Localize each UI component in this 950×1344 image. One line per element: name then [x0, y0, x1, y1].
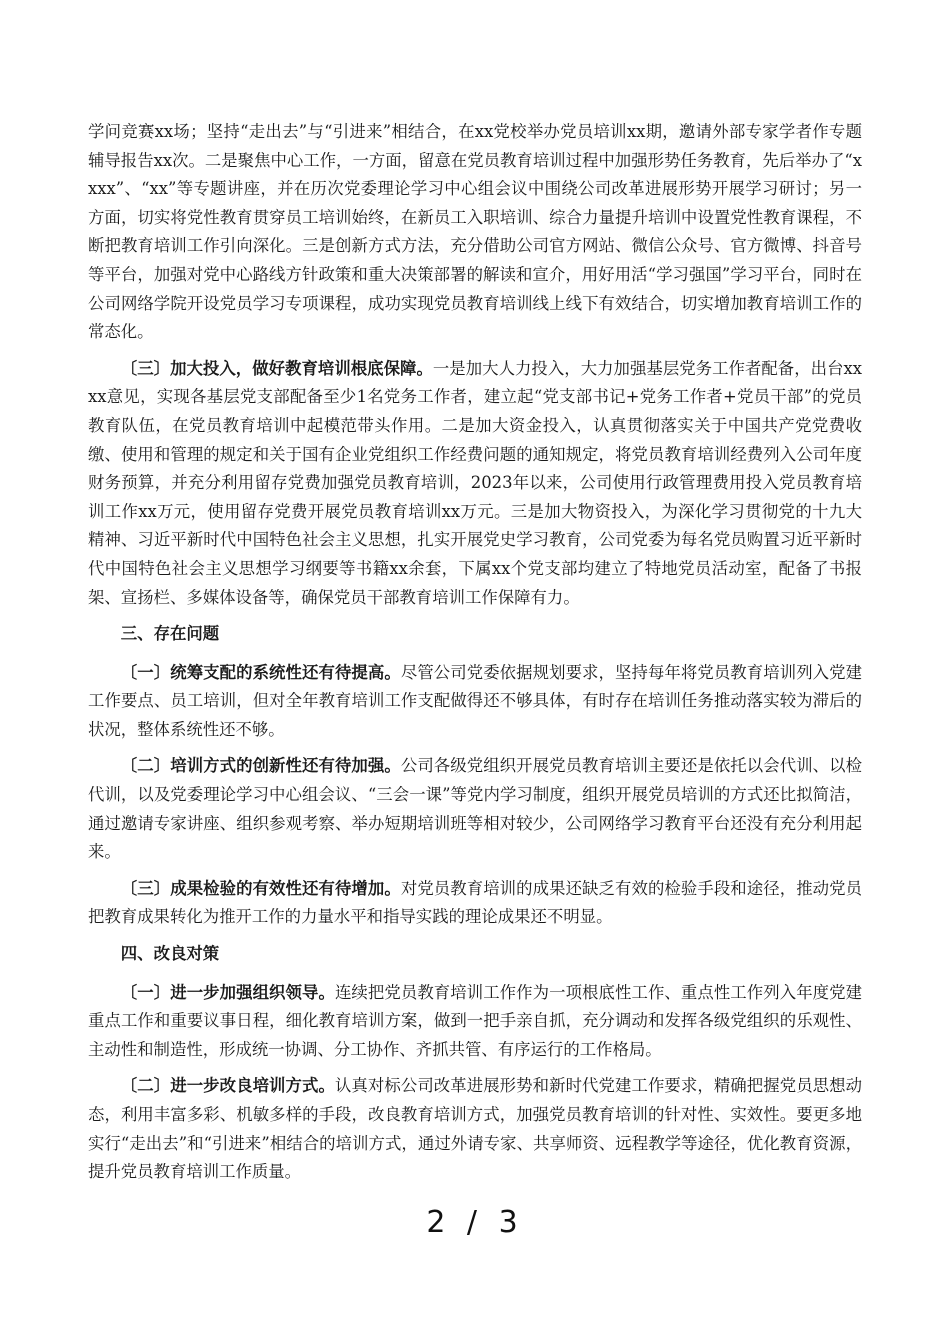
paragraph-measure-1 — [88, 979, 862, 1065]
document-body — [88, 118, 862, 1195]
paragraph-measure-1-heading: 〔一〕进一步加强组织领导。 — [120, 982, 335, 1002]
section-heading-problems: 三、存在问题 — [120, 624, 220, 644]
paragraph-problem-1-text: 尽管公司党委依据规划要求，坚持每年将党员教育培训列入党建工作要点、员工培训，但对全年教育培训工作支配做得还不够具体，有时存在培训任务推动落实较为滞后的状况，整体系统性还不够。 — [88, 662, 863, 739]
paragraph-investment-text: 一是加大人力投入，大力加强基层党务工作者配备，出台xxxx意见，实现各基层党支部配备至少1名党务工作者，建立起“党支部书记+党务工作者+党员干部”的党员教育队伍，在党员教育培训中起模范带头作用。二是加大资金投入，认真贯彻落实关于中国共产党党费收缴、使用和管理的规定和关于国有企业党组织工作经费问题的通知规定，将党员教育培训经费列入公司年度财务预算，并充分利用留存党费加强党员教育培训，2023年以来，公司使用行政管理费用投入党员教育培训工作xx万元，使用留存党费开展党员教育培训xx万元。三是加大物资投入，为深化学习贯彻党的十九大精神、习近平新时代中国特色社会主义思想，扎实开展党史学习教育，公司党委为每名党员购置习近平新时代中国特色社会主义思想学习纲要等书籍xx余套，下属xx个党支部均建立了特地党员活动室，配备了书报架、宣扬栏、多媒体设备等，确保党员干部教育培训工作保障有力。 — [88, 358, 862, 607]
paragraph-problem-3-text: 对党员教育培训的成果还缺乏有效的检验手段和途径，推动党员把教育成果转化为推开工作的力量水平和指导实践的理论成果还不明显。 — [88, 878, 863, 927]
paragraph-measure-2-heading: 〔二〕进一步改良培训方式。 — [120, 1076, 335, 1096]
paragraph-problem-3-heading: 〔三〕成果检验的有效性还有待增加。 — [120, 878, 401, 898]
paragraph-problem-3 — [88, 875, 862, 932]
paragraph-problem-1-heading: 〔一〕统筹支配的系统性还有待提高。 — [120, 662, 401, 682]
paragraph-measure-2-text: 认真对标公司改革进展形势和新时代党建工作要求，精确把握党员思想动态，利用丰富多彩、机敏多样的手段，改良教育培训方式，加强党员教育培训的针对性、实效性。要更多地实行“走出去”和“引进来”相结合的培训方式，通过外请专家、共享师资、远程教学等途径，优化教育资源，提升党员教育培训工作质量。 — [88, 1076, 863, 1182]
page-number: 2 / 3 — [426, 1205, 524, 1240]
section-heading-measures: 四、改良对策 — [120, 944, 220, 964]
paragraph-problem-2-text: 公司各级党组织开展党员教育培训主要还是依托以会代训、以检代训，以及党委理论学习中心组会议、“三会一课”等党内学习制度，组织开展党员培训的方式还比拟简洁，通过邀请专家讲座、组织参观考察、举办短期培训班等相对较少，公司网络学习教育平台还没有充分利用起来。 — [88, 756, 863, 862]
paragraph-problem-2 — [88, 752, 862, 866]
paragraph-continuation: 学问竞赛xx场；坚持“走出去”与“引进来”相结合，在xx党校举办党员培训xx期，邀请外部专家学者作专题辅导报告xx次。二是聚焦中心工作，一方面，留意在党员教育培训过程中加强形势任务教育，先后举办了“xxxx”、“xx”等专题讲座，并在历次党委理论学习中心组会议中围绕公司改革进展形势开展学习研讨；另一方面，切实将党性教育贯穿员工培训始终，在新员工入职培训、综合力量提升培训中设置党性教育课程，不断把教育培训工作引向深化。三是创新方式方法，充分借助公司官方网站、微信公众号、官方微博、抖音号等平台，加强对党中心路线方针政策和重大决策部署的解读和宣介，用好用活“学习强国”学习平台，同时在公司网络学院开设党员学习专项课程，成功实现党员教育培训线上线下有效结合，切实增加教育培训工作的常态化。 — [88, 122, 862, 342]
paragraph-problem-1 — [88, 659, 862, 745]
paragraph-problem-2-heading: 〔二〕培训方式的创新性还有待加强。 — [120, 756, 401, 776]
paragraph-measure-1-text: 连续把党员教育培训工作作为一项根底性工作、重点性工作列入年度党建重点工作和重要议事日程，细化教育培训方案，做到一把手亲自抓，充分调动和发挥各级党组织的乐观性、主动性和制造性，形成统一协调、分工协作、齐抓共管、有序运行的工作格局。 — [88, 982, 863, 1059]
paragraph-measure-2 — [88, 1072, 862, 1186]
paragraph-investment — [88, 355, 862, 612]
paragraph-investment-heading: 〔三〕加大投入，做好教育培训根底保障。 — [120, 358, 433, 378]
